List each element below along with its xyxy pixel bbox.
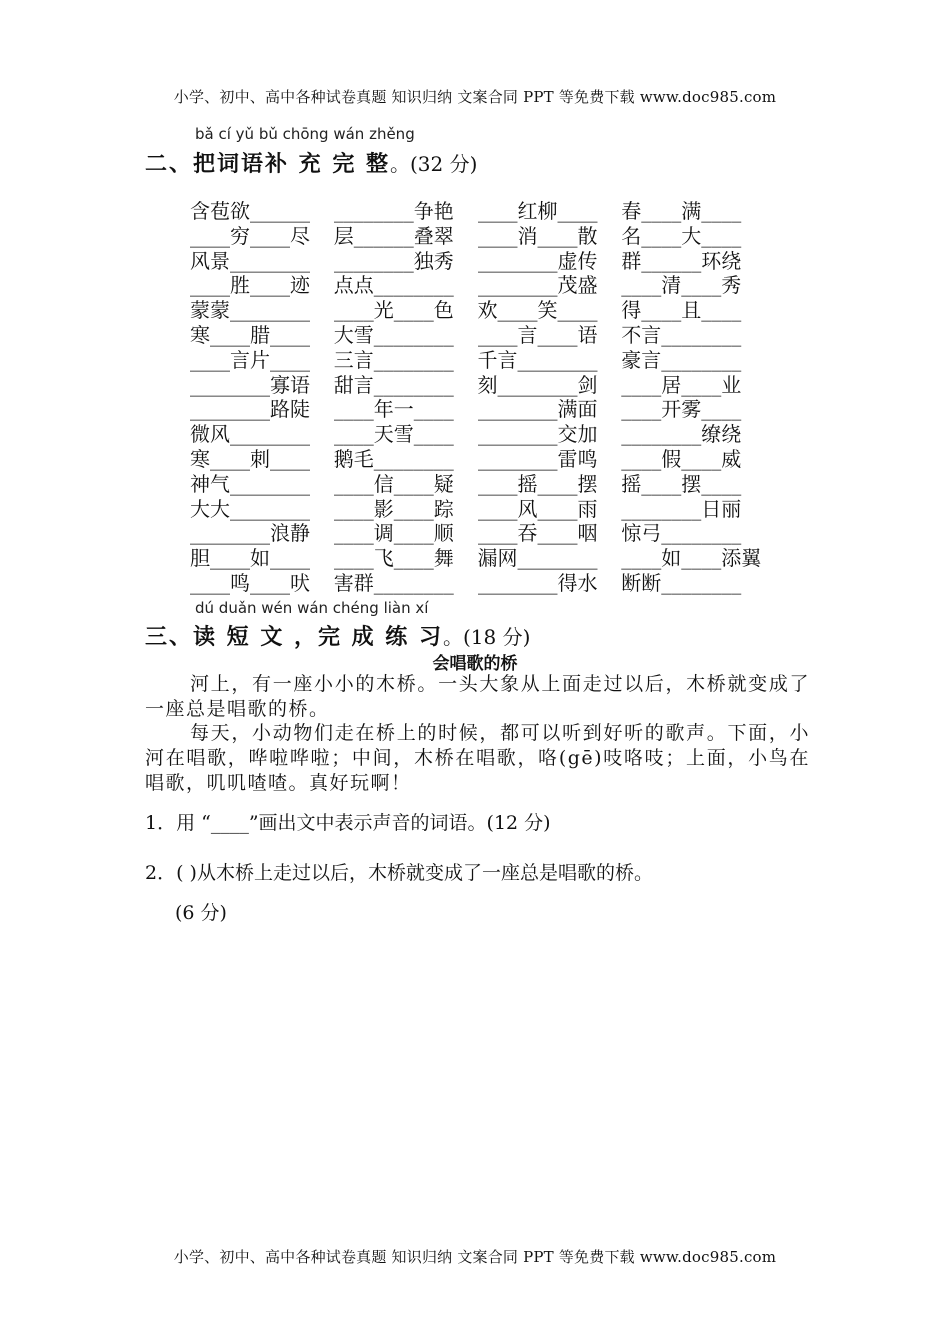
story-paragraph-2: 每天，小动物们走在桥上的时候，都可以听到好听的歌声。下面，小河在唱歌，哗啦哗啦；中间，木桥在唱歌，咯(gē)吱咯吱；上面，小鸟在唱歌，叽叽喳喳。真好玩啊！ <box>145 722 810 794</box>
grid-cell: ________交加 <box>477 422 598 447</box>
section2-title-text: 二、把词语补 充 完 整 <box>145 152 390 177</box>
grid-cell: ________满面 <box>477 397 598 422</box>
grid-cell: ________日丽 <box>621 496 742 521</box>
section2-score: 。(32 分) <box>389 152 478 176</box>
grid-row <box>190 422 765 447</box>
grid-cell: ____天雪____ <box>333 422 454 447</box>
grid-cell: ________得水 <box>477 570 598 595</box>
grid-cell: ____飞____舞 <box>333 546 454 571</box>
grid-cell: ____风____雨 <box>477 496 598 521</box>
grid-cell: 春____满____ <box>621 199 742 223</box>
grid-row <box>190 199 765 224</box>
grid-cell: ____穷____尽 <box>190 223 310 248</box>
page-header: 小学、初中、高中各种试卷真题 知识归纳 文案合同 PPT 等免费下载 www.doc985.com <box>173 88 777 106</box>
grid-cell: ________雷鸣 <box>477 446 598 471</box>
grid-cell: ________缭绕 <box>621 422 742 447</box>
grid-cell: 得____且____ <box>621 298 742 323</box>
section3-score: 。(18 分) <box>442 625 531 649</box>
grid-cell: ________寡语 <box>190 372 310 397</box>
section2-title <box>145 147 477 178</box>
grid-cell: ____鸣____吠 <box>190 570 310 595</box>
grid-cell: 层______叠翠 <box>333 223 454 248</box>
grid-row <box>190 249 765 274</box>
grid-cell: 寒____刺____ <box>190 446 310 471</box>
grid-row <box>190 397 765 422</box>
grid-cell: ____红柳____ <box>477 199 598 223</box>
grid-cell: ____清____秀 <box>621 273 742 298</box>
grid-row <box>190 323 765 348</box>
section2-pinyin: bǎ cí yǔ bǔ chōng wán zhěng <box>195 125 415 143</box>
grid-cell: 大大________ <box>190 496 310 521</box>
grid-cell: ____言片____ <box>190 347 310 372</box>
grid-cell: 点点________ <box>333 273 454 298</box>
grid-cell: ________独秀 <box>333 248 454 273</box>
grid-cell: 惊弓________ <box>621 521 742 546</box>
grid-cell: ____消____散 <box>477 223 598 248</box>
grid-cell: 风景________ <box>190 248 310 273</box>
grid-cell: ________争艳 <box>333 199 454 223</box>
grid-row <box>190 373 765 398</box>
section3-pinyin: dú duǎn wén wán chéng liàn xí <box>195 599 429 617</box>
grid-cell: ____年一____ <box>333 397 454 422</box>
grid-cell: 甜言________ <box>333 372 454 397</box>
grid-cell: ____如____添翼 <box>621 546 762 571</box>
grid-cell: ____吞____咽 <box>477 521 598 546</box>
grid-cell: 微风________ <box>190 422 310 447</box>
grid-cell: ____信____疑 <box>333 471 454 496</box>
grid-row <box>190 521 765 546</box>
grid-cell: ____居____业 <box>621 372 742 397</box>
grid-row <box>190 571 765 596</box>
grid-row <box>190 224 765 249</box>
grid-cell: 漏网________ <box>477 546 598 571</box>
grid-cell: 欢____笑____ <box>477 298 598 323</box>
grid-cell: 摇____摆____ <box>621 471 742 496</box>
grid-cell: ________虚传 <box>477 248 598 273</box>
grid-cell: 刻________剑 <box>477 372 598 397</box>
grid-cell: 豪言________ <box>621 347 742 372</box>
grid-cell: 寒____腊____ <box>190 322 310 347</box>
grid-cell: 大雪________ <box>333 322 454 347</box>
page-footer: 小学、初中、高中各种试卷真题 知识归纳 文案合同 PPT 等免费下载 www.doc985.com <box>173 1248 777 1266</box>
question-2: 2．( )从木桥上走过以后，木桥就变成了一座总是唱歌的桥。 <box>145 862 653 884</box>
question-1: 1．用 “____”画出文中表示声音的词语。(12 分) <box>145 812 551 834</box>
story-paragraph-1: 河上，有一座小小的木桥。一头大象从上面走过以后，木桥就变成了一座总是唱歌的桥。 <box>145 673 810 720</box>
grid-cell: ____摇____摆 <box>477 471 598 496</box>
grid-cell: 断断________ <box>621 570 742 595</box>
grid-row <box>190 273 765 298</box>
grid-cell: ____假____威 <box>621 446 742 471</box>
grid-cell: ________浪静 <box>190 521 310 546</box>
grid-row <box>190 348 765 373</box>
grid-row <box>190 447 765 472</box>
section3-title-text: 三、读 短 文 ，完 成 练 习 <box>145 625 443 650</box>
story-title: 会唱歌的桥 <box>432 654 518 674</box>
grid-cell: ____调____顺 <box>333 521 454 546</box>
word-grid <box>190 199 765 596</box>
grid-cell: 含苞欲______ <box>190 199 310 223</box>
grid-cell: ____言____语 <box>477 322 598 347</box>
grid-cell: 害群________ <box>333 570 454 595</box>
grid-cell: 群______环绕 <box>621 248 742 273</box>
grid-cell: 胆____如____ <box>190 546 310 571</box>
grid-row <box>190 546 765 571</box>
grid-cell: 千言________ <box>477 347 598 372</box>
grid-cell: 三言________ <box>333 347 454 372</box>
section3-title <box>145 620 530 651</box>
grid-cell: 神气________ <box>190 471 310 496</box>
grid-cell: ____光____色 <box>333 298 454 323</box>
grid-cell: ____影____踪 <box>333 496 454 521</box>
grid-cell: ________路陡 <box>190 397 310 422</box>
grid-row <box>190 472 765 497</box>
grid-row <box>190 497 765 522</box>
grid-cell: 不言________ <box>621 322 742 347</box>
question-2-score: (6 分) <box>175 902 227 924</box>
grid-cell: 蒙蒙________ <box>190 298 310 323</box>
grid-cell: ____开雾____ <box>621 397 742 422</box>
grid-cell: ________茂盛 <box>477 273 598 298</box>
grid-cell: ____胜____迹 <box>190 273 310 298</box>
grid-cell: 鹅毛________ <box>333 446 454 471</box>
grid-cell: 名____大____ <box>621 223 742 248</box>
grid-row <box>190 298 765 323</box>
